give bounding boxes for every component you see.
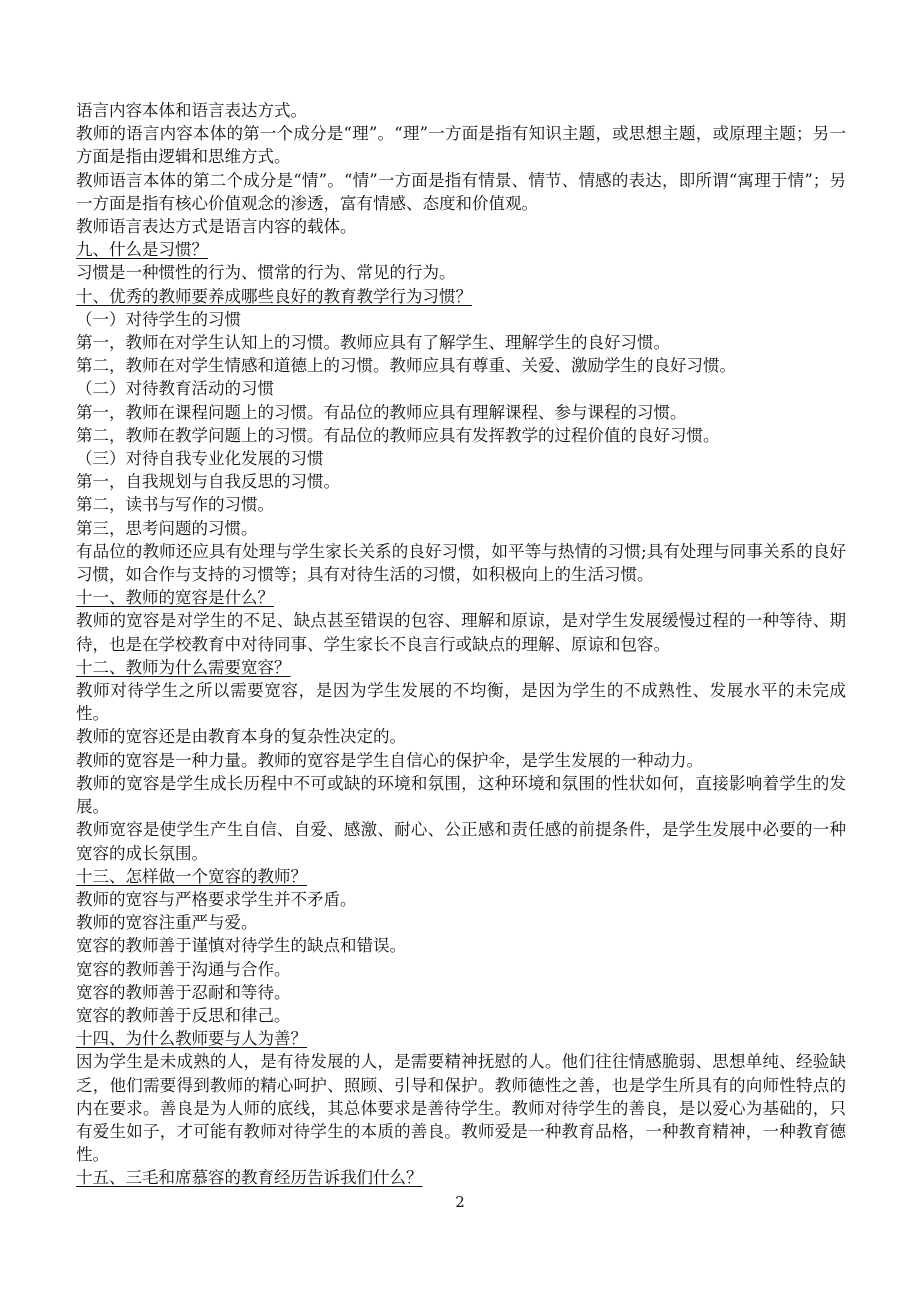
paragraph: 有品位的教师还应具有处理与学生家长关系的良好习惯，如平等与热情的习惯;具有处理与同事关系的良好习惯，如合作与支持的习惯等；具有对待生活的习惯，如积极向上的生活习惯。 [76, 541, 846, 585]
section-heading-text: 十四、为什么教师要与人为善？ [76, 1029, 307, 1049]
paragraph: 教师的宽容还是由教育本身的复杂性决定的。 [76, 727, 406, 747]
paragraph: 宽容的教师善于忍耐和等待。 [76, 982, 291, 1002]
section-heading [76, 1166, 846, 1189]
section-heading-text: 十、优秀的教师要养成哪些良好的教育教学行为习惯？ [76, 286, 472, 306]
paragraph: 教师的宽容是对学生的不足、缺点甚至错误的包容、理解和原谅，是对学生发展缓慢过程的一种等待、期待，也是在学校教育中对待同事、学生家长不良言行或缺点的理解、原谅和包容。 [76, 611, 846, 654]
paragraph: 第一，教师在对学生认知上的习惯。教师应具有了解学生、理解学生的良好习惯。 [76, 333, 670, 353]
paragraph: 教师对待学生之所以需要宽容，是因为学生发展的不均衡，是因为学生的不成熟性、发展水平的未完成性。 [76, 681, 846, 724]
paragraph: 第二，教师在教学问题上的习惯。有品位的教师应具有发挥教学的过程价值的良好习惯。 [76, 425, 720, 445]
section-heading [76, 586, 846, 609]
paragraph: 第一，自我规划与自我反思的习惯。 [76, 472, 340, 492]
paragraph: 教师语言表达方式是语言内容的载体。 [76, 217, 357, 237]
section-heading [76, 1027, 846, 1050]
paragraph: 第二，教师在对学生情感和道德上的习惯。教师应具有尊重、关爱、激励学生的良好习惯。 [76, 356, 736, 376]
paragraph: 教师宽容是使学生产生自信、自爱、感激、耐心、公正感和责任感的前提条件，是学生发展中必要的一种宽容的成长氛围。 [76, 820, 846, 863]
section-heading-text: 十一、教师的宽容是什么？ [76, 588, 274, 608]
document-page [76, 99, 846, 1190]
paragraph: 第一，教师在课程问题上的习惯。有品位的教师应具有理解课程、参与课程的习惯。 [76, 402, 687, 422]
paragraph: 教师的宽容是一种力量。教师的宽容是学生自信心的保护伞，是学生发展的一种动力。 [76, 750, 703, 770]
section-heading [76, 865, 846, 888]
paragraph: 语言内容本体和语言表达方式。 [76, 101, 307, 120]
section-heading-text: 十二、教师为什么需要宽容？ [76, 657, 291, 677]
paragraph: 第二，读书与写作的习惯。 [76, 495, 274, 515]
section-heading [76, 285, 846, 308]
section-heading [76, 656, 846, 679]
subsection-heading: （三）对待自我专业化发展的习惯 [76, 449, 324, 469]
paragraph: 因为学生是未成熟的人，是有待发展的人，是需要精神抚慰的人。他们往往情感脆弱、思想单纯、经验缺乏，他们需要得到教师的精心呵护、照顾、引导和保护。教师德性之善，也是学生所具有的向师性特点的内在要求。善良是为人师的底线，其总体要求是善待学生。教师对待学生的善良，是以爱心为基础的，只有爱生如子，才可能有教师对待学生的本质的善良。教师爱是一种教育品格，一种教育精神，一种教育德性。 [76, 1052, 846, 1165]
paragraph: 习惯是一种惯性的行为、惯常的行为、常见的行为。 [76, 263, 456, 283]
page-number: 2 [455, 1193, 465, 1211]
paragraph: 教师的宽容是学生成长历程中不可或缺的环境和氛围，这种环境和氛围的性状如何，直接影响着学生的发展。 [76, 773, 846, 817]
paragraph: 宽容的教师善于谨慎对待学生的缺点和错误。 [76, 936, 406, 956]
paragraph: 宽容的教师善于反思和律己。 [76, 1005, 291, 1025]
subsection-heading: （二）对待教育活动的习惯 [76, 379, 274, 399]
paragraph: 教师语言本体的第二个成分是“情”。“情”一方面是指有情景、情节、情感的表达，即所谓“寓理于情”；另一方面是指有核心价值观念的渗透，富有情感、态度和价值观。 [76, 170, 846, 213]
paragraph: 宽容的教师善于沟通与合作。 [76, 959, 291, 979]
section-heading-text: 九、什么是习惯？ [76, 240, 208, 260]
paragraph: 教师的宽容与严格要求学生并不矛盾。 [76, 889, 357, 909]
section-heading [76, 238, 846, 261]
section-heading-text: 十五、三毛和席慕容的教育经历告诉我们什么？ [76, 1168, 423, 1188]
paragraph: 教师的语言内容本体的第一个成分是“理”。“理”一方面是指有知识主题，或思想主题，或原理主题；另一方面是指由逻辑和思维方式。 [76, 124, 846, 167]
paragraph: 第三，思考问题的习惯。 [76, 518, 258, 538]
subsection-heading: （一）对待学生的习惯 [76, 309, 241, 329]
paragraph: 教师的宽容注重严与爱。 [76, 913, 258, 933]
section-heading-text: 十三、怎样做一个宽容的教师？ [76, 866, 307, 886]
